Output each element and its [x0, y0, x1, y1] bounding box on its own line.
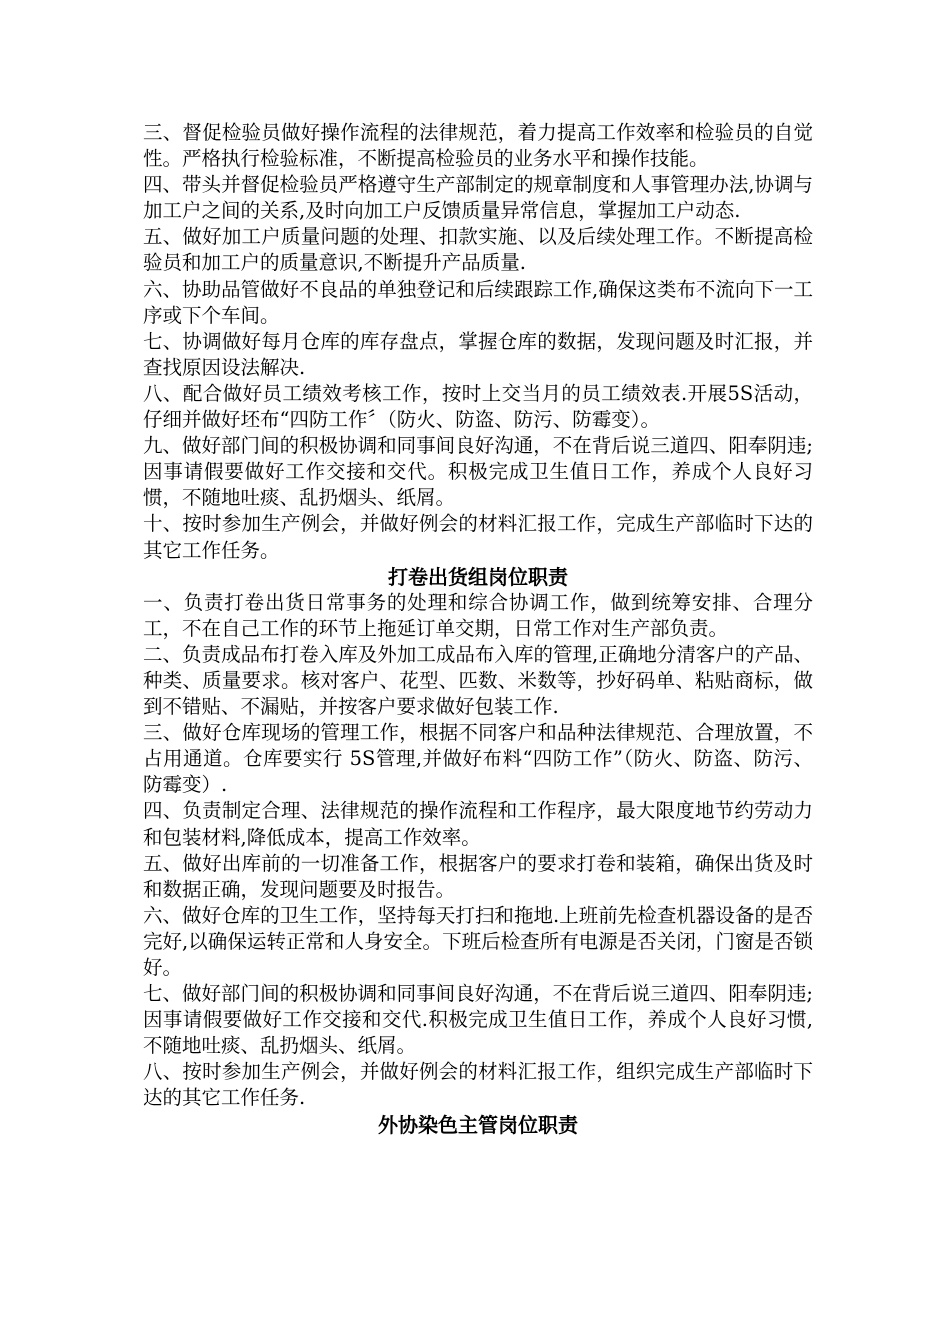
- packing-duty-item-7: 七、做好部门间的积极协调和同事间良好沟通，不在背后说三道四、阳奉阴违;因事请假要做好工作交接和交代.积极完成卫生值日工作，养成个人良好习惯,不随地吐痰、乱扔烟头、纸屑。: [143, 982, 813, 1058]
- duty-item-7: 七、协调做好每月仓库的库存盘点，掌握仓库的数据，发现问题及时汇报，并查找原因设法解决.: [143, 329, 813, 379]
- section-title-dyeing-supervisor: 外协染色主管岗位职责: [378, 1112, 578, 1137]
- duty-item-4: 四、带头并督促检验员严格遵守生产部制定的规章制度和人事管理办法,协调与加工户之间的关系,及时向加工户反馈质量异常信息，掌握加工户动态.: [143, 173, 813, 223]
- section-title-packing-shipping: 打卷出货组岗位职责: [388, 564, 568, 589]
- packing-duty-item-4: 四、负责制定合理、法律规范的操作流程和工作程序，最大限度地节约劳动力和包装材料,降低成本，提高工作效率。: [143, 799, 813, 849]
- duty-item-5: 五、做好加工户质量问题的处理、扣款实施、以及后续处理工作。不断提高检验员和加工户的质量意识,不断提升产品质量.: [143, 225, 813, 275]
- packing-duty-item-2: 二、负责成品布打卷入库及外加工成品布入库的管理,正确地分清客户的产品、种类、质量要求。核对客户、花型、匹数、米数等，抄好码单、粘贴商标，做到不错贴、不漏贴，并按客户要求做好包装工作.: [143, 642, 813, 719]
- duty-item-10: 十、按时参加生产例会，并做好例会的材料汇报工作，完成生产部临时下达的其它工作任务。: [143, 512, 813, 562]
- duty-item-9: 九、做好部门间的积极协调和同事间良好沟通，不在背后说三道四、阳奉阴违;因事请假要做好工作交接和交代。积极完成卫生值日工作，养成个人良好习惯，不随地吐痰、乱扔烟头、纸屑。: [143, 434, 813, 510]
- document-page: [143, 120, 813, 1138]
- packing-duty-item-1: 一、负责打卷出货日常事务的处理和综合协调工作，做到统筹安排、合理分工，不在自己工作的环节上拖延订单交期，日常工作对生产部负责。: [143, 590, 813, 640]
- duty-item-8: 八、配合做好员工绩效考核工作，按时上交当月的员工绩效表.开展5S活动，仔细并做好坯布“四防工作〞（防火、防盗、防污、防霉变）。: [143, 381, 813, 432]
- packing-duty-item-3: 三、做好仓库现场的管理工作，根据不同客户和品种法律规范、合理放置，不占用通道。仓库要实行 5S管理,并做好布料“四防工作”（防火、防盗、防污、防霉变）.: [143, 721, 813, 797]
- packing-duty-item-8: 八、按时参加生产例会，并做好例会的材料汇报工作，组织完成生产部临时下达的其它工作任务.: [143, 1060, 813, 1110]
- packing-duty-item-6: 六、做好仓库的卫生工作，坚持每天打扫和拖地.上班前先检查机器设备的是否完好,以确保运转正常和人身安全。下班后检查所有电源是否关闭，门窗是否锁好。: [143, 903, 813, 979]
- duty-item-3: 三、督促检验员做好操作流程的法律规范，着力提高工作效率和检验员的自觉性。严格执行检验标准，不断提高检验员的业务水平和操作技能。: [143, 121, 813, 171]
- packing-duty-item-5: 五、做好出库前的一切准备工作，根据客户的要求打卷和装箱，确保出货及时和数据正确，发现问题要及时报告。: [143, 851, 813, 901]
- duty-item-6: 六、协助品管做好不良品的单独登记和后续跟踪工作,确保这类布不流向下一工序或下个车间。: [143, 277, 813, 327]
